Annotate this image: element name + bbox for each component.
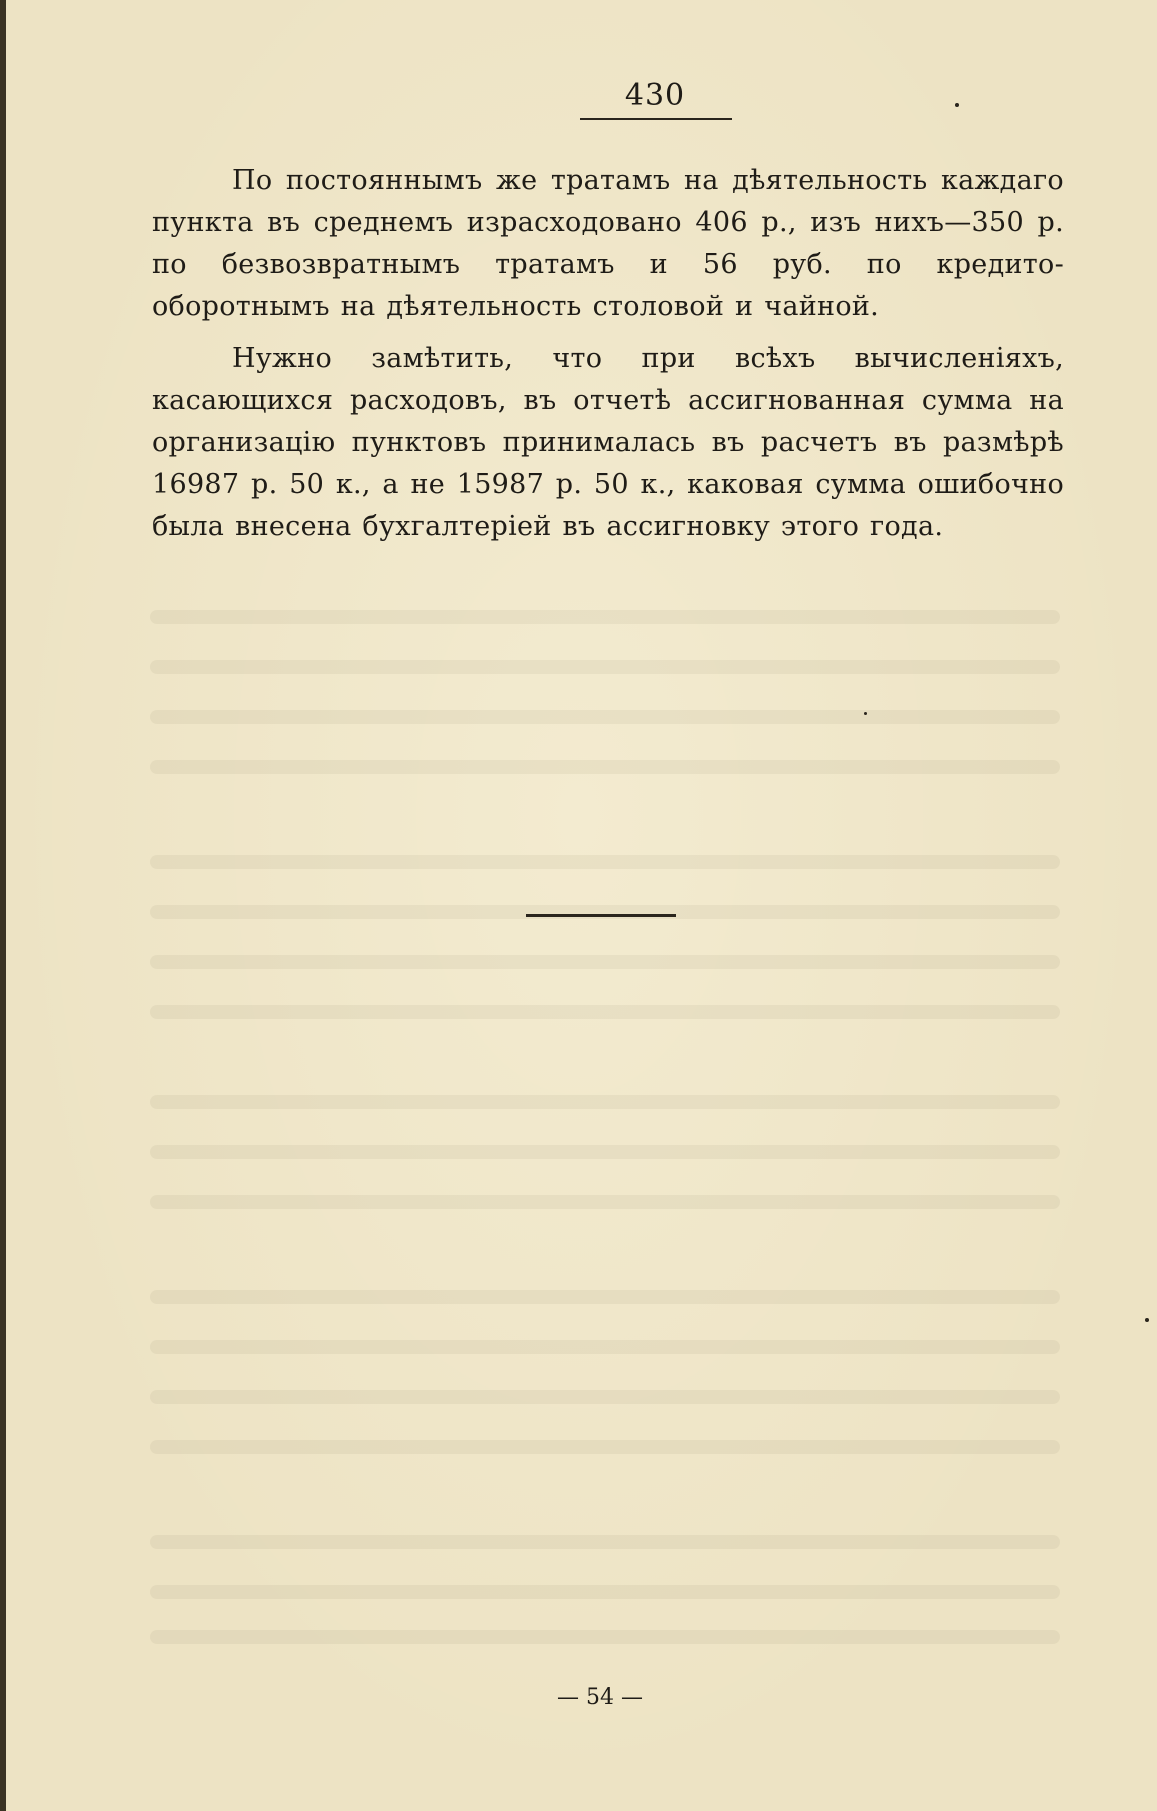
stray-dot	[955, 103, 959, 107]
bleed-through-line	[150, 1005, 1060, 1019]
bleed-through-line	[150, 1440, 1060, 1454]
bleed-through-line	[150, 1145, 1060, 1159]
bleed-through-line	[150, 1195, 1060, 1209]
sheet-number: — 54 —	[557, 1685, 643, 1710]
bleed-through-line	[150, 1340, 1060, 1354]
body-text	[152, 160, 1064, 558]
bleed-through-line	[150, 610, 1060, 624]
bleed-through-line	[150, 660, 1060, 674]
header-rule	[580, 118, 732, 120]
bleed-through-line	[150, 1390, 1060, 1404]
bleed-through-line	[150, 855, 1060, 869]
bleed-through-line	[150, 1290, 1060, 1304]
page-edge-shadow	[0, 0, 6, 1811]
bleed-through-line	[150, 760, 1060, 774]
stray-dot	[864, 712, 867, 715]
paragraph: По постояннымъ же тратамъ на дѣятельность каждаго пункта въ среднемъ израсходовано 406 р., изъ нихъ—350 р. по безвозвратнымъ тратамъ и 56 руб. по кредито-оборотнымъ на дѣятельность столовой и чайной.	[152, 165, 1064, 322]
section-end-rule	[526, 914, 676, 917]
paragraph: Нужно замѣтить, что при всѣхъ вычисленіяхъ, касающихся расходовъ, въ отчетѣ ассигнованная сумма на организацію пунктовъ принималась въ расчетъ въ размѣрѣ 16987 р. 50 к., а не 15987 р. 50 к., каковая сумма ошибочно была внесена бухгалтеріей въ ассигновку этого года.	[152, 343, 1064, 542]
bleed-through-line	[150, 710, 1060, 724]
bleed-through-line	[150, 1585, 1060, 1599]
bleed-through-line	[150, 955, 1060, 969]
bleed-through-line	[150, 1095, 1060, 1109]
page-number: 430	[624, 78, 686, 113]
bleed-through-line	[150, 1630, 1060, 1644]
bleed-through-line	[150, 1535, 1060, 1549]
stray-dot	[1145, 1318, 1149, 1322]
